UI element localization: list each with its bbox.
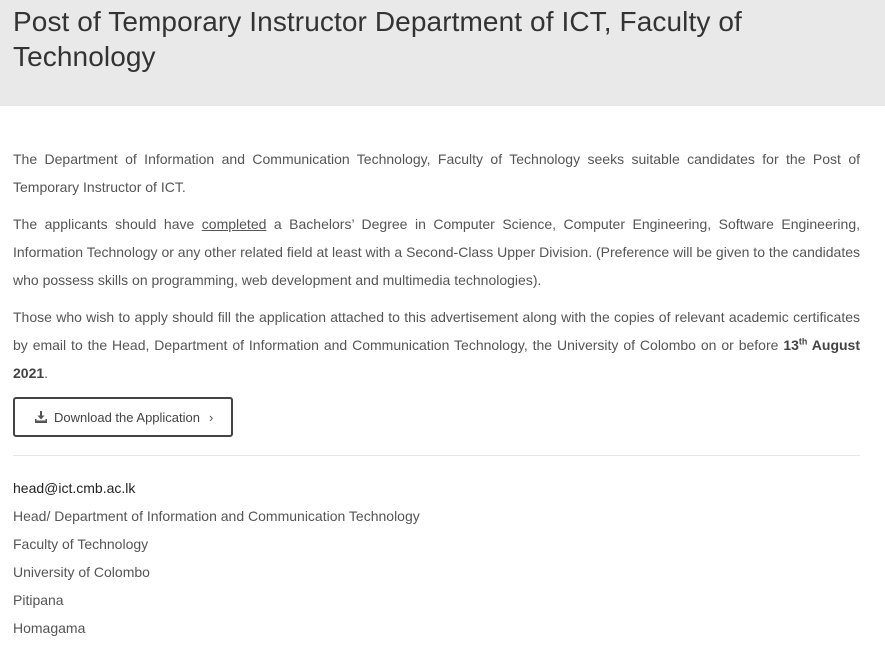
deadline-day: 13 <box>783 337 799 353</box>
download-button-label: Download the Application <box>54 409 200 425</box>
page-title: Post of Temporary Instructor Department of ICT, Faculty of Technology <box>13 6 742 72</box>
intro-paragraph: The Department of Information and Communication Technology, Faculty of Technology seeks suitable candidates for the Post of Temporary Instructor of ICT. <box>13 151 860 195</box>
requirements-underlined-word: completed <box>201 216 267 232</box>
contact-line-locality: Pitipana <box>13 592 64 608</box>
download-application-button[interactable] <box>13 397 233 437</box>
contact-line-university: University of Colombo <box>13 564 150 580</box>
download-icon <box>35 411 47 423</box>
application-paragraph <box>13 303 860 387</box>
contact-line-faculty: Faculty of Technology <box>13 536 149 552</box>
application-text: Those who wish to apply should fill the application attached to this advertisement along with the copies of relevant academic certificates by email to the Head, Department of Information and Communication Technology, the University of Colombo on or before <box>13 309 860 353</box>
requirements-text-end: a Bachelors’ Degree in Computer Science, Computer Engineering, Software Engineering, Information Technology or any other related field at least with a Second-Class Upper Division. (Preference will be given to the candidates who possess skills on programming, web development and multimedia technologies). <box>13 216 860 288</box>
contact-line-city: Homagama <box>13 620 86 636</box>
contact-line-title: Head/ Department of Information and Communication Technology <box>13 508 420 524</box>
deadline-day-suffix: th <box>798 336 808 347</box>
contact-block <box>13 474 860 642</box>
requirements-paragraph <box>13 210 860 294</box>
section-divider <box>13 455 860 456</box>
page-header <box>0 0 885 106</box>
deadline-month-year: August 2021 <box>13 337 860 381</box>
application-text-end: . <box>44 365 49 381</box>
contact-email[interactable]: head@ict.cmb.ac.lk <box>13 480 136 496</box>
chevron-right-icon: › <box>209 409 214 425</box>
main-content <box>0 106 885 642</box>
requirements-text-start: The applicants should have <box>13 216 202 232</box>
